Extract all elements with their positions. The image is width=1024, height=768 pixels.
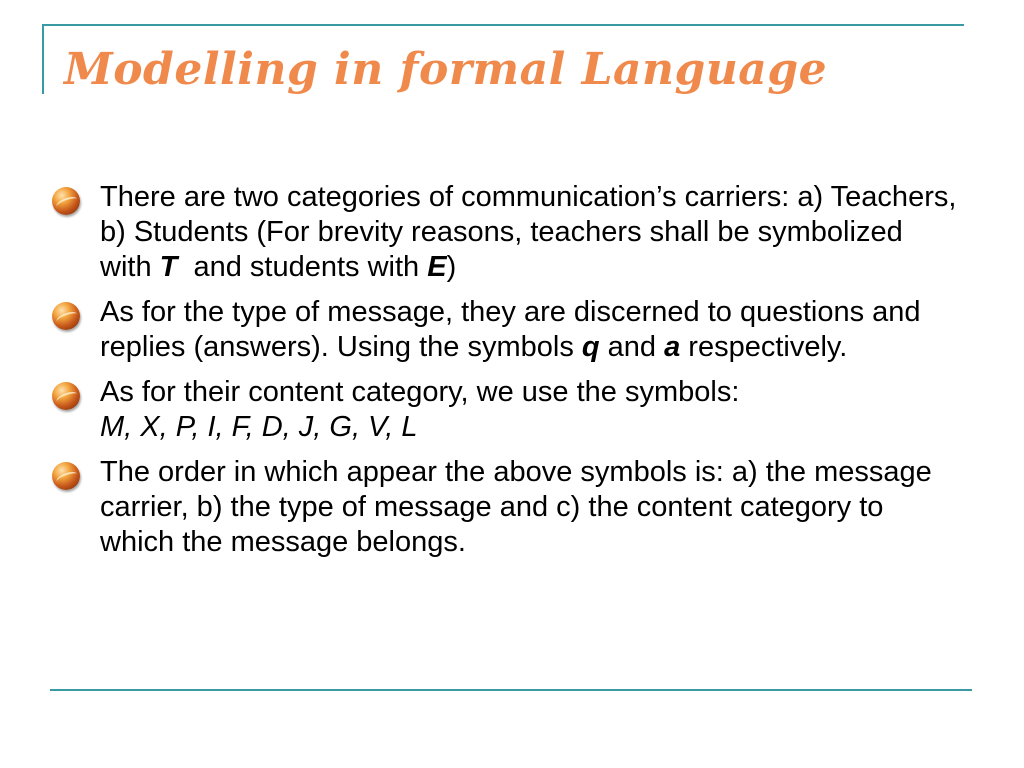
content-symbols: M, X, P, I, F, D, J, G, V, L (100, 411, 418, 443)
orb-bullet-icon (52, 462, 80, 490)
bottom-border-line (50, 689, 972, 691)
bullet-text-part: As for the type of message, they are discerned to questions and replies (answers). Using the symbols (100, 296, 921, 363)
bullet-text (100, 180, 962, 285)
orb-bullet-icon (52, 382, 80, 410)
bullet-item-message-type (52, 295, 962, 365)
bullet-text: The order in which appear the above symbols is: a) the message carrier, b) the type of message and c) the content category to which the message belongs. (100, 456, 932, 558)
orb-bullet-icon (52, 302, 80, 330)
bullet-text-part: ) (446, 251, 457, 283)
symbol-student: E (427, 251, 447, 283)
slide-title: Modelling in formal Language (64, 44, 828, 95)
orb-bullet-icon (52, 187, 80, 215)
top-border-line (42, 24, 964, 26)
bullet-item-order (52, 455, 962, 560)
bullet-text (100, 375, 962, 445)
bullet-text-part: respectively. (680, 331, 848, 363)
bullet-item-content-category (52, 375, 962, 445)
left-border-line (42, 24, 44, 94)
bullet-text-part: There are two categories of communication’s carriers: a) Teachers, b) Students (For brevity reasons, teachers shall be symbolized with (100, 181, 957, 283)
bullet-text-part: As for their content category, we use the symbols: (100, 376, 740, 408)
symbol-answer: a (664, 331, 681, 363)
bullet-text-part: and (599, 331, 665, 363)
bullet-text-part: and students with (177, 251, 428, 283)
symbol-teacher: T (159, 251, 178, 283)
bullet-list (52, 180, 962, 570)
symbol-question: q (581, 331, 600, 363)
bullet-text (100, 295, 962, 365)
bullet-item-carriers (52, 180, 962, 285)
